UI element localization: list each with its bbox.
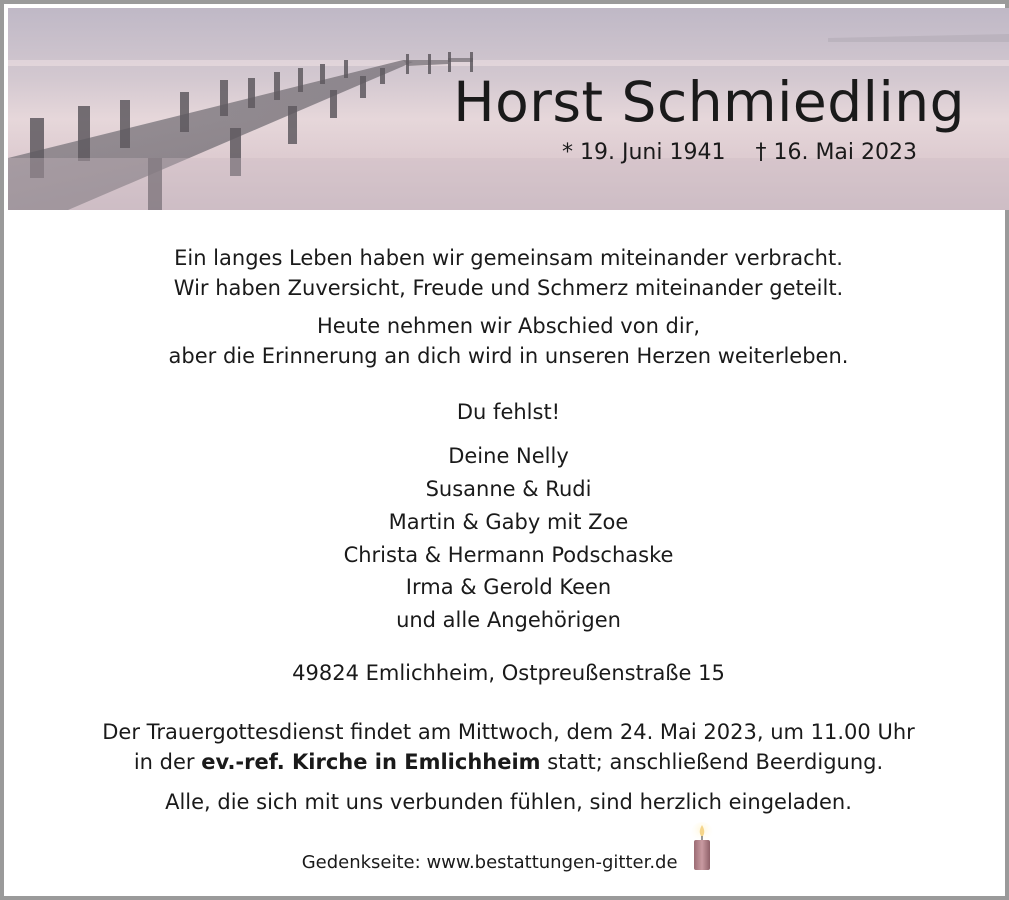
service-prefix: in der [133,750,202,774]
birth-date: * 19. Juni 1941 [562,140,726,165]
death-date: † 16. Mai 2023 [755,140,917,165]
deceased-name: Horst Schmiedling [453,70,965,134]
life-dates [562,140,917,165]
mourner-line: Susanne & Rudi [425,477,592,501]
service-line-1: Der Trauergottesdienst findet am Mittwoch, dem 24. Mai 2023, um 11.00 Uhr [102,720,915,744]
mourner-line: Christa & Hermann Podschaske [343,543,674,567]
verse-line-2: Wir haben Zuversicht, Freude und Schmerz miteinander geteilt. [173,276,844,300]
verse-line-1: Ein langes Leben haben wir gemeinsam miteinander verbracht. [174,246,843,270]
memorial-label: Gedenkseite: [301,852,421,873]
address: 49824 Emlichheim, Ostpreußenstraße 15 [292,661,725,685]
mourner-line: Deine Nelly [448,444,569,468]
memorial-url-link[interactable]: www.bestattungen-gitter.de [426,852,678,873]
verse-line-4: aber die Erinnerung an dich wird in unseren Herzen weiterleben. [168,344,849,368]
church-name: ev.-ref. Kirche in Emlichheim [201,750,541,774]
farewell-line: Du fehlst! [456,400,561,424]
mourner-line: Martin & Gaby mit Zoe [388,510,629,534]
verse-line-3: Heute nehmen wir Abschied von dir, [316,314,701,338]
service-suffix: statt; anschließend Beerdigung. [540,750,884,774]
mourner-line: Irma & Gerold Keen [405,575,612,599]
service-line-2 [8,746,1009,778]
candle-icon [689,822,715,877]
mourner-line: und alle Angehörigen [396,608,621,632]
memorial-line [8,822,1009,877]
header-banner [8,8,1009,210]
service-line-3: Alle, die sich mit uns verbunden fühlen, sind herzlich eingeladen. [165,790,852,814]
